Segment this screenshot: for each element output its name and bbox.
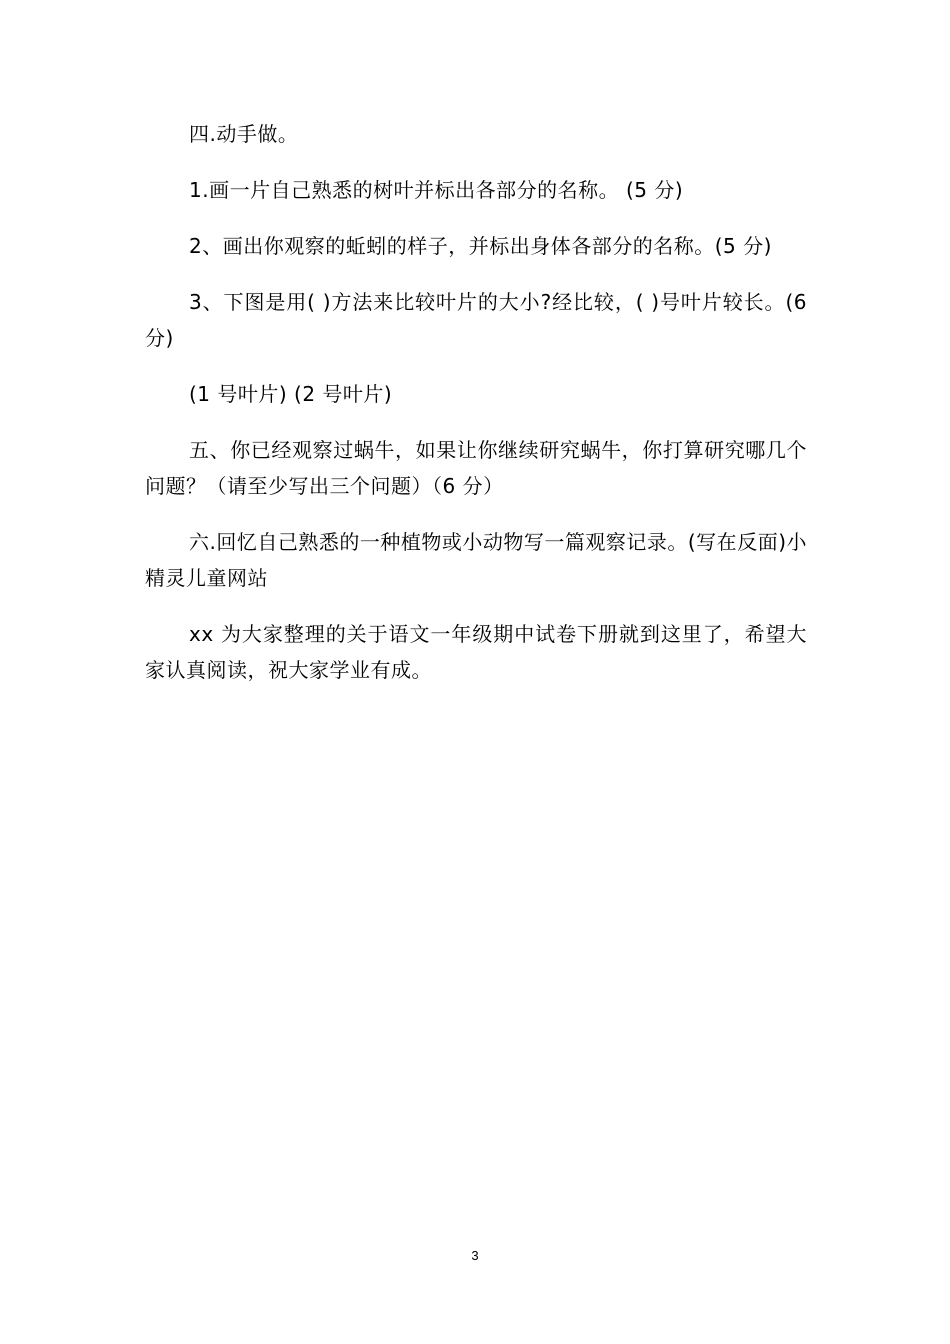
- question-2: 2、画出你观察的蚯蚓的样子，并标出身体各部分的名称。(5 分): [189, 234, 772, 258]
- document-body: [145, 116, 807, 708]
- question-1: 1.画一片自己熟悉的树叶并标出各部分的名称。 (5 分): [189, 178, 684, 202]
- section-five-question: 五、你已经观察过蜗牛，如果让你继续研究蜗牛，你打算研究哪几个问题？（请至少写出三个问题）（6 分）: [145, 438, 807, 498]
- question-3: 3、下图是用( )方法来比较叶片的大小?经比较，( )号叶片较长。(6 分): [145, 290, 807, 350]
- closing-paragraph: xx 为大家整理的关于语文一年级期中试卷下册就到这里了，希望大家认真阅读，祝大家学业有成。: [145, 622, 807, 682]
- leaf-labels: (1 号叶片) (2 号叶片): [189, 382, 393, 406]
- page-number: 3: [471, 1248, 479, 1263]
- section-four-heading: 四.动手做。: [189, 122, 299, 146]
- section-six-question: 六.回忆自己熟悉的一种植物或小动物写一篇观察记录。(写在反面)小精灵儿童网站: [145, 530, 807, 590]
